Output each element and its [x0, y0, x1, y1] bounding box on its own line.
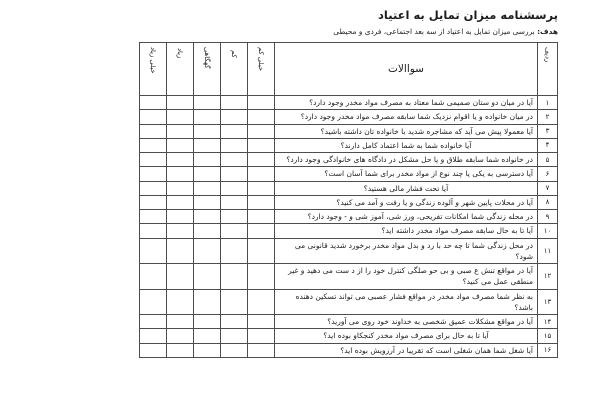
answer-cell	[167, 167, 194, 181]
question-text: آیا در میان دو ستان صمیمی شما معتاد به مصرف مواد مخدر وجود دارد؟	[275, 96, 538, 110]
answer-cell	[221, 343, 248, 357]
row-number-header-cell	[538, 43, 558, 96]
question-text: آیا دسترسی به یکی یا چند نوع از مواد مخدر برای شما آسان است؟	[275, 167, 538, 181]
answer-cell	[140, 195, 167, 209]
scale-header-cell-very-low	[248, 43, 275, 96]
question-row	[140, 289, 558, 315]
answer-cell	[248, 124, 275, 138]
question-text: آیا معمولا پیش می آید که مشاجره شدید با خانواده تان داشته باشید؟	[275, 124, 538, 138]
answer-cell	[167, 110, 194, 124]
questionnaire-table	[139, 42, 558, 358]
answer-cell	[194, 153, 221, 167]
answer-cell	[194, 124, 221, 138]
answer-cell	[140, 238, 167, 264]
question-row	[140, 124, 558, 138]
row-number: ۶	[538, 167, 558, 181]
answer-cell	[140, 264, 167, 290]
scale-header-low: کم	[230, 50, 238, 58]
scale-header-cell-sometimes	[194, 43, 221, 96]
answer-cell	[167, 138, 194, 152]
row-number: ۱۱	[538, 238, 558, 264]
answer-cell	[221, 153, 248, 167]
question-row	[140, 343, 558, 357]
row-number: ۱۶	[538, 343, 558, 357]
answer-cell	[167, 264, 194, 290]
answer-cell	[140, 210, 167, 224]
question-row	[140, 138, 558, 152]
question-text: در میان خانواده و یا اقوام نزدیک شما سابقه مصرف مواد مخدر وجود دارد؟	[275, 110, 538, 124]
question-text: در محله زندگی شما امکانات تفریحی، ورز شی، آموز شی و - وجود دارد؟	[275, 210, 538, 224]
answer-cell	[167, 124, 194, 138]
question-text: آیا خانواده شما به شما اعتماد کامل دارند؟	[275, 138, 538, 152]
question-row	[140, 153, 558, 167]
answer-cell	[221, 181, 248, 195]
question-row	[140, 181, 558, 195]
question-row	[140, 329, 558, 343]
question-row	[140, 167, 558, 181]
row-number: ۱۳	[538, 289, 558, 315]
answer-cell	[248, 195, 275, 209]
answer-cell	[140, 110, 167, 124]
question-row	[140, 195, 558, 209]
answer-cell	[194, 96, 221, 110]
row-number: ۵	[538, 153, 558, 167]
answer-cell	[194, 138, 221, 152]
answer-cell	[221, 289, 248, 315]
answer-cell	[248, 264, 275, 290]
row-number: ۴	[538, 138, 558, 152]
answer-cell	[194, 210, 221, 224]
objective-line	[0, 27, 558, 36]
table-body	[140, 96, 558, 358]
answer-cell	[194, 315, 221, 329]
answer-cell	[167, 210, 194, 224]
row-number: ۱۴	[538, 315, 558, 329]
answer-cell	[194, 195, 221, 209]
question-text: آیا در محلات پایین شهر و آلوده زندگی و یا رفت و آمد می کنید؟	[275, 195, 538, 209]
question-row	[140, 96, 558, 110]
answer-cell	[140, 343, 167, 357]
scale-header-high: زیاد	[176, 47, 184, 58]
answer-cell	[221, 210, 248, 224]
answer-cell	[167, 238, 194, 264]
answer-cell	[221, 329, 248, 343]
answer-cell	[248, 181, 275, 195]
header-row	[140, 43, 558, 96]
row-number: ۱۵	[538, 329, 558, 343]
row-number: ۱	[538, 96, 558, 110]
answer-cell	[140, 124, 167, 138]
answer-cell	[140, 315, 167, 329]
answer-cell	[167, 315, 194, 329]
answer-cell	[167, 329, 194, 343]
answer-cell	[194, 224, 221, 238]
row-number: ۷	[538, 181, 558, 195]
answer-cell	[140, 96, 167, 110]
answer-cell	[194, 238, 221, 264]
answer-cell	[167, 224, 194, 238]
row-number-header: ردیف	[543, 47, 552, 63]
row-number: ۳	[538, 124, 558, 138]
answer-cell	[194, 329, 221, 343]
row-number: ۲	[538, 110, 558, 124]
question-text: به نظر شما مصرف مواد مخدر در مواقع فشار عصبی می تواند تسکین دهنده باشد؟	[275, 289, 538, 315]
answer-cell	[221, 195, 248, 209]
scale-header-cell-low	[221, 43, 248, 96]
row-number: ۱۲	[538, 264, 558, 290]
question-row	[140, 110, 558, 124]
row-number: ۹	[538, 210, 558, 224]
answer-cell	[194, 264, 221, 290]
answer-cell	[167, 343, 194, 357]
answer-cell	[194, 110, 221, 124]
row-number: ۸	[538, 195, 558, 209]
scale-header-sometimes: گهگاهی	[203, 47, 211, 69]
question-text: آیا تا به حال برای مصرف مواد مخدر کنجکاو بوده اید؟	[275, 329, 538, 343]
answer-cell	[194, 343, 221, 357]
answer-cell	[221, 167, 248, 181]
row-number: ۱۰	[538, 224, 558, 238]
answer-cell	[140, 138, 167, 152]
answer-cell	[194, 167, 221, 181]
answer-cell	[248, 329, 275, 343]
question-row	[140, 224, 558, 238]
answer-cell	[221, 96, 248, 110]
scale-header-cell-very-high	[140, 43, 167, 96]
answer-cell	[248, 289, 275, 315]
answer-cell	[248, 315, 275, 329]
answer-cell	[248, 138, 275, 152]
answer-cell	[140, 224, 167, 238]
answer-cell	[140, 289, 167, 315]
question-text: در محل زندگی شما تا چه حد با رد و بدل مواد مخدر برخورد شدید قانونی می شود؟	[275, 238, 538, 264]
question-text: آیا شغل شما همان شغلی است که تقریبا در آرزویش بوده اید؟	[275, 343, 538, 357]
objective-label: هدف:	[537, 27, 558, 36]
answer-cell	[248, 96, 275, 110]
answer-cell	[248, 238, 275, 264]
scale-header-very-low: خیلی کم	[257, 47, 265, 72]
answer-cell	[167, 289, 194, 315]
answer-cell	[221, 110, 248, 124]
question-text: در خانواده شما سابقه طلاق و یا حل مشکل در دادگاه های خانوادگی وجود دارد؟	[275, 153, 538, 167]
answer-cell	[167, 181, 194, 195]
answer-cell	[140, 329, 167, 343]
answer-cell	[248, 110, 275, 124]
answer-cell	[248, 167, 275, 181]
question-row	[140, 238, 558, 264]
answer-cell	[221, 238, 248, 264]
question-text: آیا تحت فشار مالی هستید؟	[275, 181, 538, 195]
answer-cell	[248, 224, 275, 238]
scale-header-cell-high	[167, 43, 194, 96]
question-text: آیا تا به حال سابقه مصرف مواد مخدر داشته اید؟	[275, 224, 538, 238]
question-text: آیا در مواقع مشکلات عمیق شخصی به خداوند خود روی می آورید؟	[275, 315, 538, 329]
page-title: پرسشنامه میزان تمایل به اعتیاد	[378, 8, 558, 22]
answer-cell	[221, 138, 248, 152]
answer-cell	[248, 153, 275, 167]
answer-cell	[167, 96, 194, 110]
answer-cell	[167, 195, 194, 209]
questions-header: سواالات	[275, 43, 538, 96]
answer-cell	[140, 167, 167, 181]
answer-cell	[167, 153, 194, 167]
answer-cell	[221, 264, 248, 290]
answer-cell	[221, 315, 248, 329]
answer-cell	[140, 153, 167, 167]
question-text: آیا در مواقع تنش ع صبی و بی حو صلگی کنترل خود را از د ست می دهید و غیر منطقی عمل می کنید؟	[275, 264, 538, 290]
answer-cell	[194, 181, 221, 195]
objective-text: بررسی میزان تمایل به اعتیاد از سه بعد اجتماعی، فردی و محیطی	[333, 27, 535, 36]
question-row	[140, 210, 558, 224]
answer-cell	[248, 210, 275, 224]
answer-cell	[140, 181, 167, 195]
question-row	[140, 315, 558, 329]
answer-cell	[194, 289, 221, 315]
answer-cell	[221, 224, 248, 238]
answer-cell	[221, 124, 248, 138]
scale-header-very-high: خیلی زیاد	[149, 47, 157, 74]
question-row	[140, 264, 558, 290]
answer-cell	[248, 343, 275, 357]
